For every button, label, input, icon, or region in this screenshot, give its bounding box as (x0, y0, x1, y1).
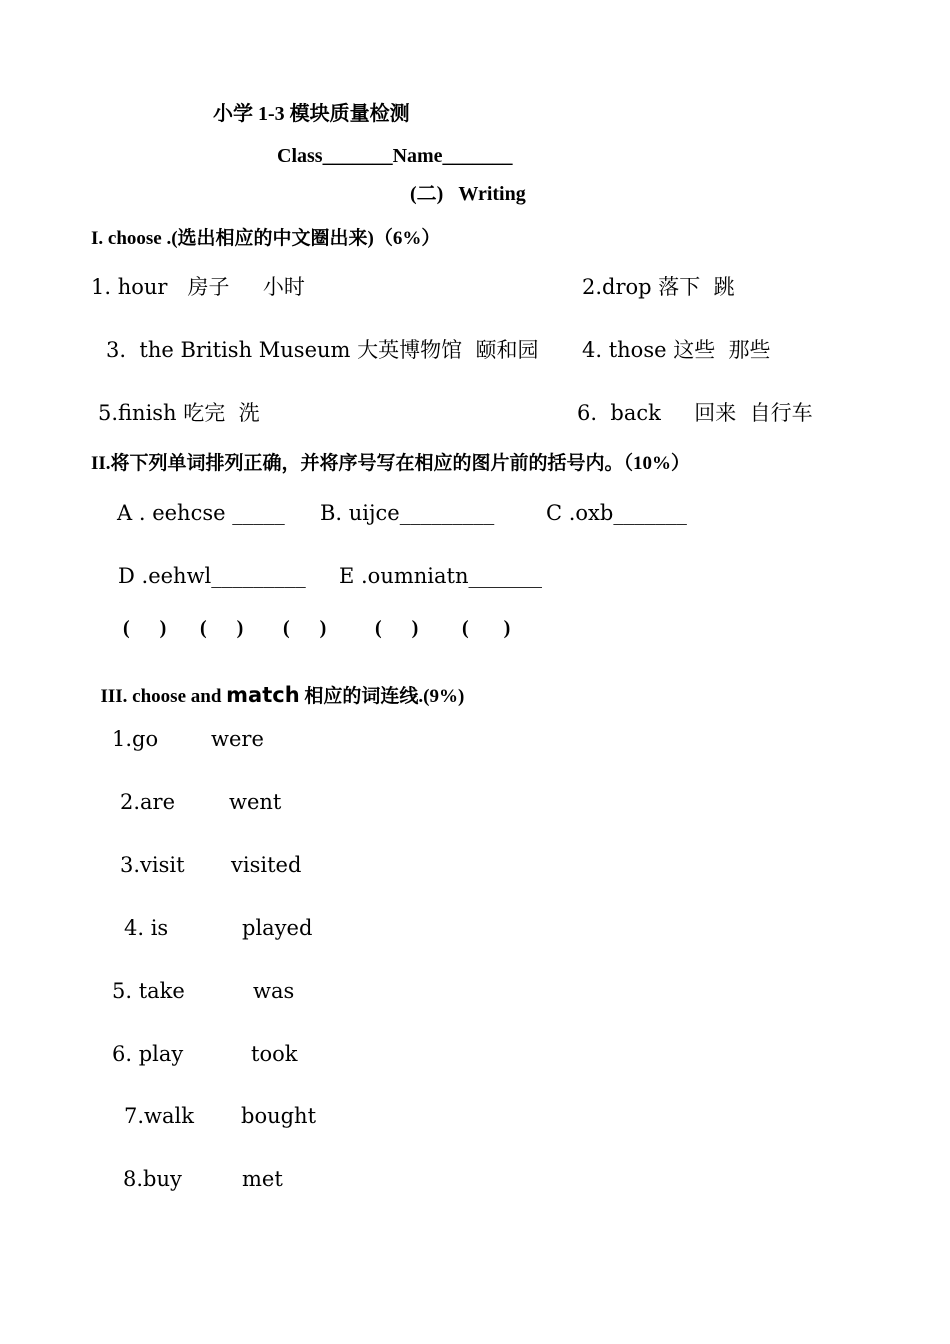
match-left-item: 5. take (112, 979, 185, 1003)
choose-item-5: 5.finish 吃完 洗 (98, 401, 260, 425)
choose-item-1: 1. hour 房子 小时 (91, 275, 305, 299)
class-name-line: Class_______Name_______ (277, 145, 513, 167)
match-left-item: 8.buy (123, 1167, 182, 1191)
match-right-item: met (242, 1167, 283, 1191)
match-right-item: took (251, 1042, 298, 1066)
match-right-item: visited (231, 853, 302, 877)
choose-item-4: 4. those 这些 那些 (582, 338, 771, 362)
match-left-item: 1.go (112, 727, 159, 751)
scramble-e: E .oumniatn_______ (339, 564, 542, 588)
choose-item-3: 3. the British Museum 大英博物馆 颐和园 (106, 338, 539, 362)
choose-item-2: 2.drop 落下 跳 (582, 275, 735, 299)
section-1-heading: I. choose .(选出相应的中文圈出来)（6%） (91, 228, 441, 249)
scramble-d: D .eehwl_________ (118, 564, 306, 588)
match-left-item: 3.visit (120, 853, 185, 877)
section-3-heading-suffix: 相应的词连线.(9%) (299, 686, 465, 707)
part-label: (二) Writing (410, 183, 526, 205)
section-3-heading-prefix: III. choose and (100, 686, 227, 707)
section-2-heading: II.将下列单词排列正确，并将序号写在相应的图片前的括号内。（10%） (91, 453, 691, 474)
section-3-heading-match: match (226, 683, 300, 707)
match-right-item: went (229, 790, 282, 814)
answer-bracket: ( ) (200, 617, 244, 639)
section-3-heading (91, 666, 464, 706)
match-left-item: 4. is (124, 916, 169, 940)
answer-bracket: ( ) (123, 617, 167, 639)
match-right-item: was (253, 979, 295, 1003)
answer-bracket: ( ) (375, 617, 419, 639)
match-right-item: bought (241, 1104, 317, 1128)
scramble-b: B. uijce_________ (320, 501, 495, 525)
match-left-item: 6. play (112, 1042, 184, 1066)
scramble-c: C .oxb_______ (546, 501, 687, 525)
answer-bracket: ( ) (462, 617, 511, 639)
answer-bracket: ( ) (283, 617, 327, 639)
choose-item-6: 6. back 回来 自行车 (577, 401, 813, 425)
page-title: 小学 1-3 模块质量检测 (213, 103, 410, 125)
match-left-item: 7.walk (124, 1104, 194, 1128)
scramble-a: A . eehcse _____ (117, 501, 285, 525)
match-left-item: 2.are (120, 790, 176, 814)
match-right-item: were (211, 727, 264, 751)
match-right-item: played (242, 916, 313, 940)
